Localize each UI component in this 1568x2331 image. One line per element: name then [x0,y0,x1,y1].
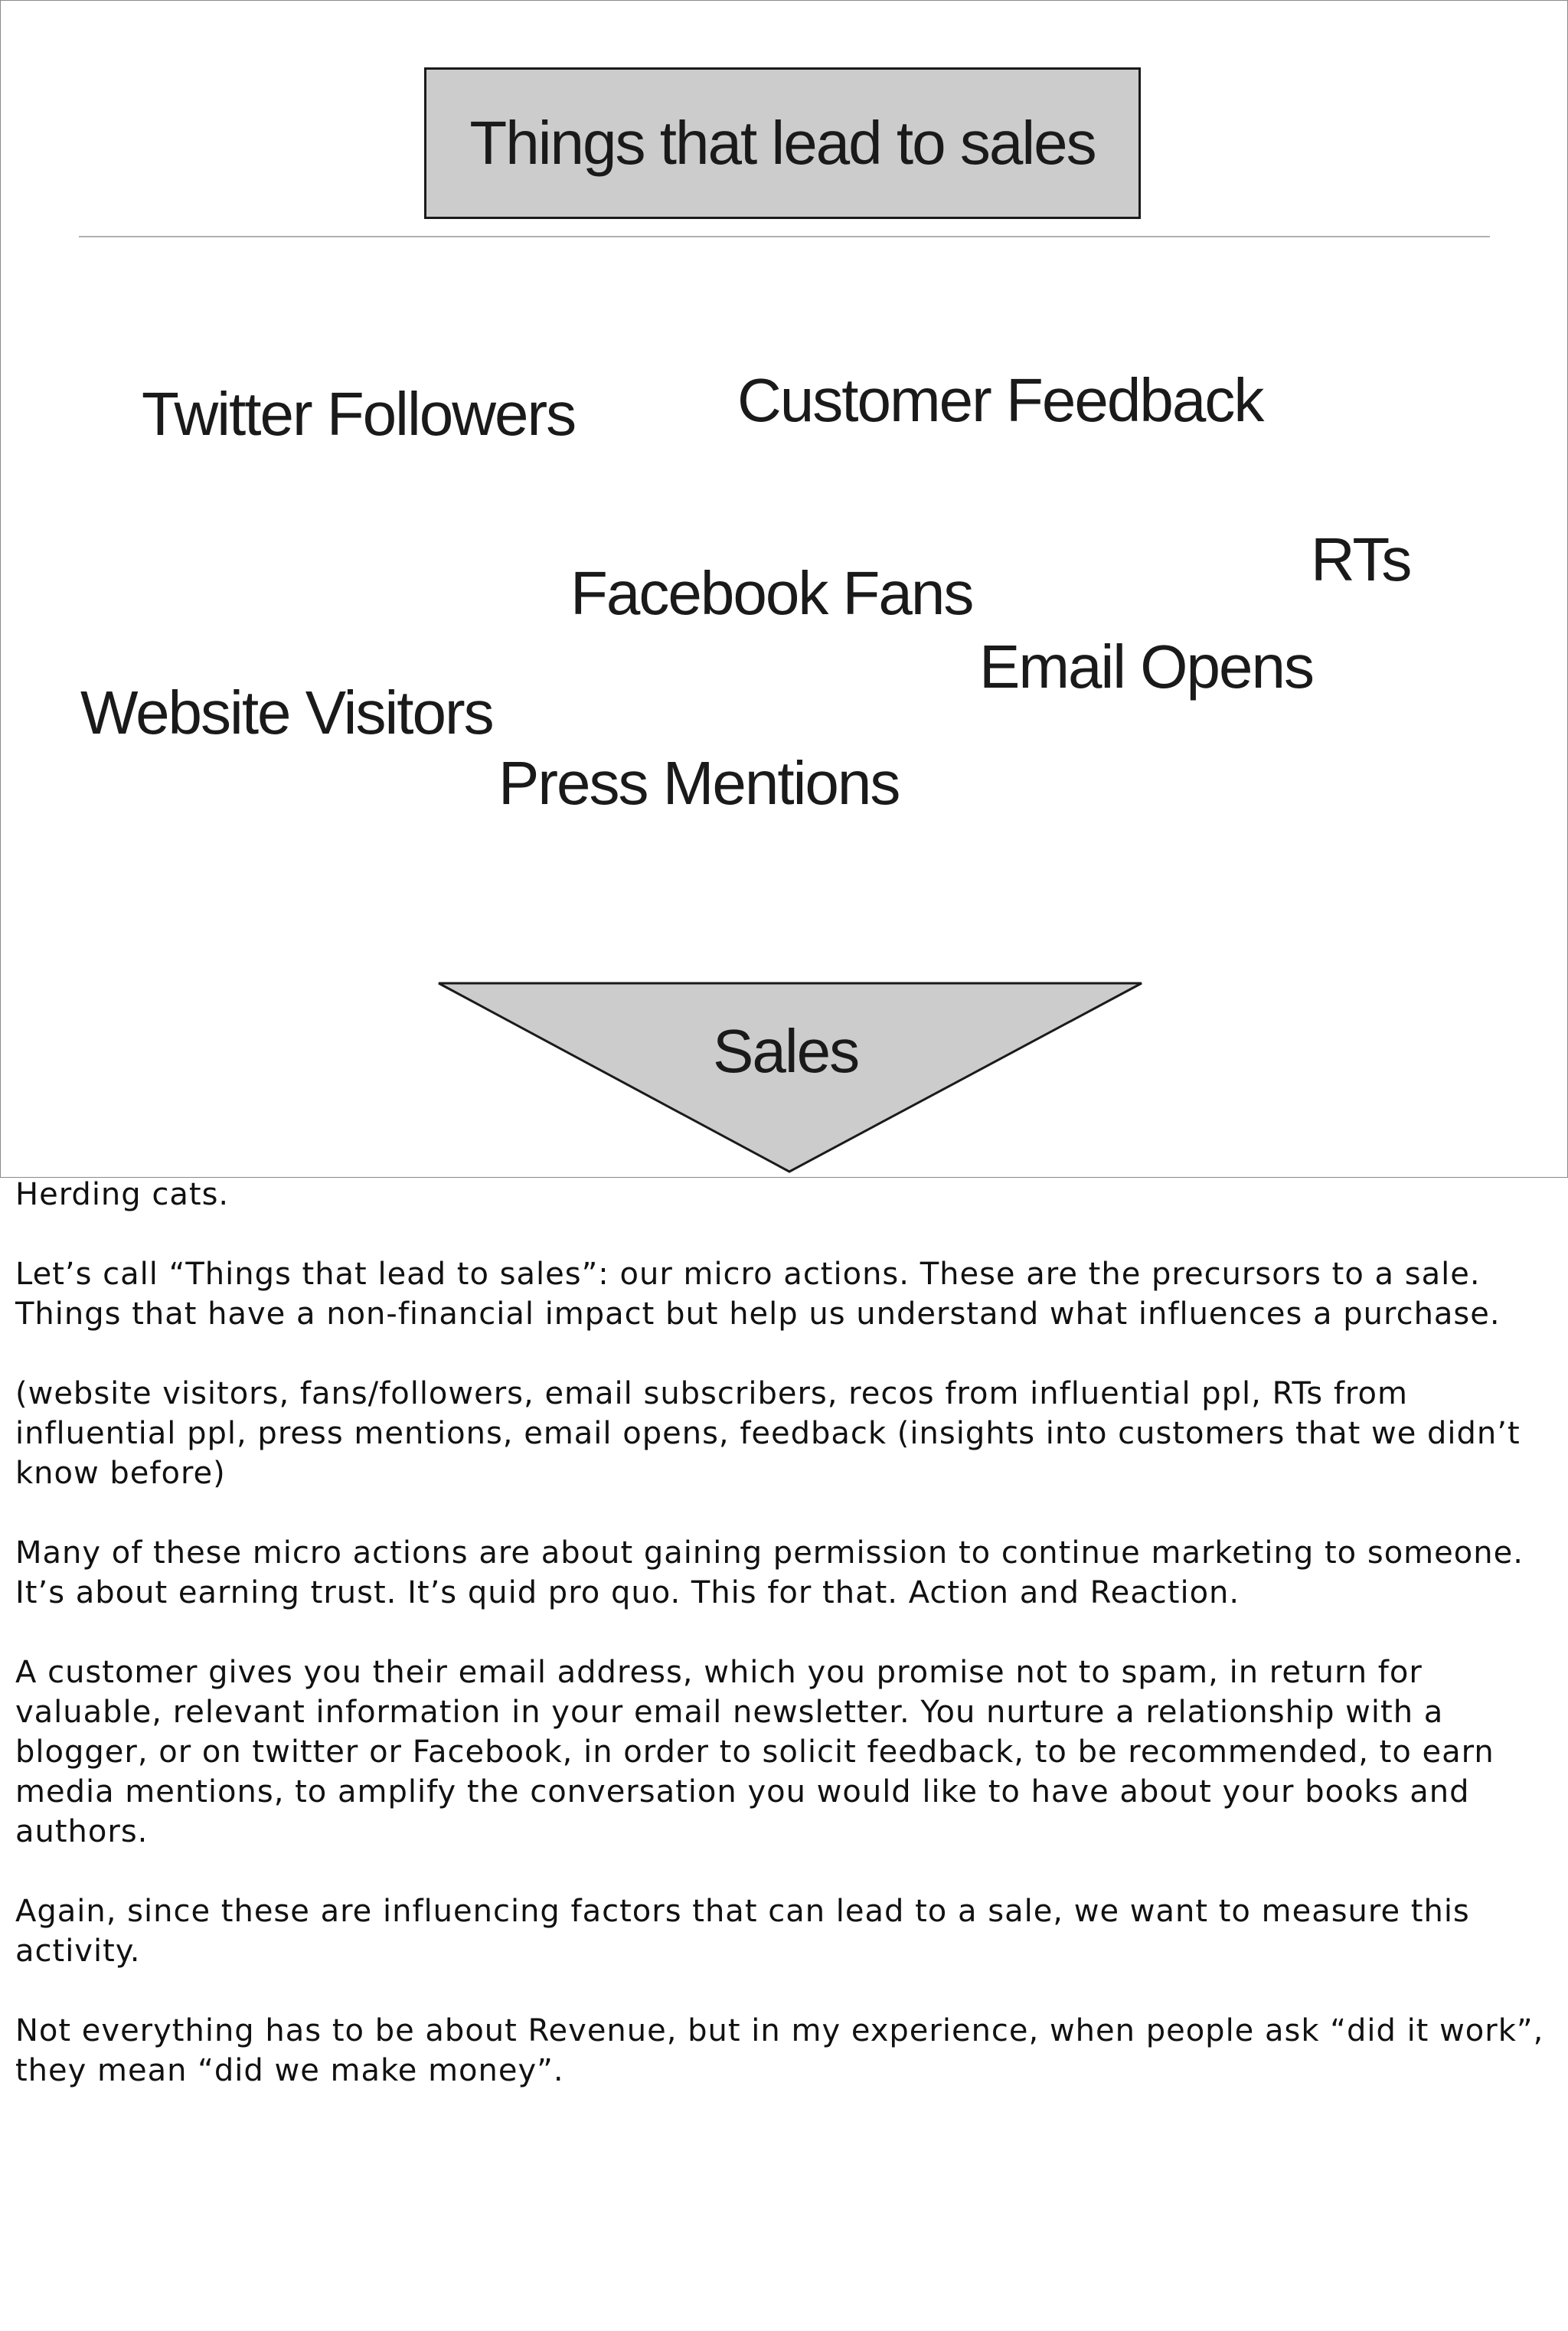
term-website-visitors: Website Visitors [80,678,493,747]
notes-paragraph: A customer gives you their email address, which you promise not to spam, in return for valuable, relevant information in your email newsletter. You nurture a relationship with a blogger, or on twitter or Facebook, in order to solicit feedback, to be recommended, to earn media mentions, to amplify the conversation you would like to have about your books and authors. [15,1655,1494,1849]
term-press-mentions: Press Mentions [498,749,900,817]
notes-paragraph: (website visitors, fans/followers, email subscribers, recos from influential ppl, RTs from influential ppl, press mentions, email opens, feedback (insights into customers that we didn’t know before) [15,1376,1521,1491]
speaker-notes [15,1175,1554,2130]
sales-label: Sales [713,1017,859,1085]
slide-title: Things that lead to sales [469,109,1096,177]
term-facebook-fans: Facebook Fans [570,559,973,627]
term-rts: RTs [1311,525,1411,593]
notes-paragraph: Again, since these are influencing factors that can lead to a sale, we want to measure this activity. [15,1894,1470,1969]
slide-title-box [424,67,1141,219]
title-divider [79,236,1490,237]
term-email-opens: Email Opens [979,633,1313,701]
term-twitter-followers: Twitter Followers [142,380,576,448]
notes-paragraph: Not everything has to be about Revenue, but in my experience, when people ask “did it work”, they mean “did we make money”. [15,2013,1544,2088]
notes-paragraph: Herding cats. [15,1177,230,1212]
notes-paragraph: Many of these micro actions are about gaining permission to continue marketing to someone. It’s about earning trust. It’s quid pro quo. This for that. Action and Reaction. [15,1535,1524,1610]
term-customer-feedback: Customer Feedback [737,366,1263,434]
notes-paragraph: Let’s call “Things that lead to sales”: our micro actions. These are the precursors to a sale. Things that have a non-financial impact but help us understand what influences a purchase. [15,1257,1501,1332]
